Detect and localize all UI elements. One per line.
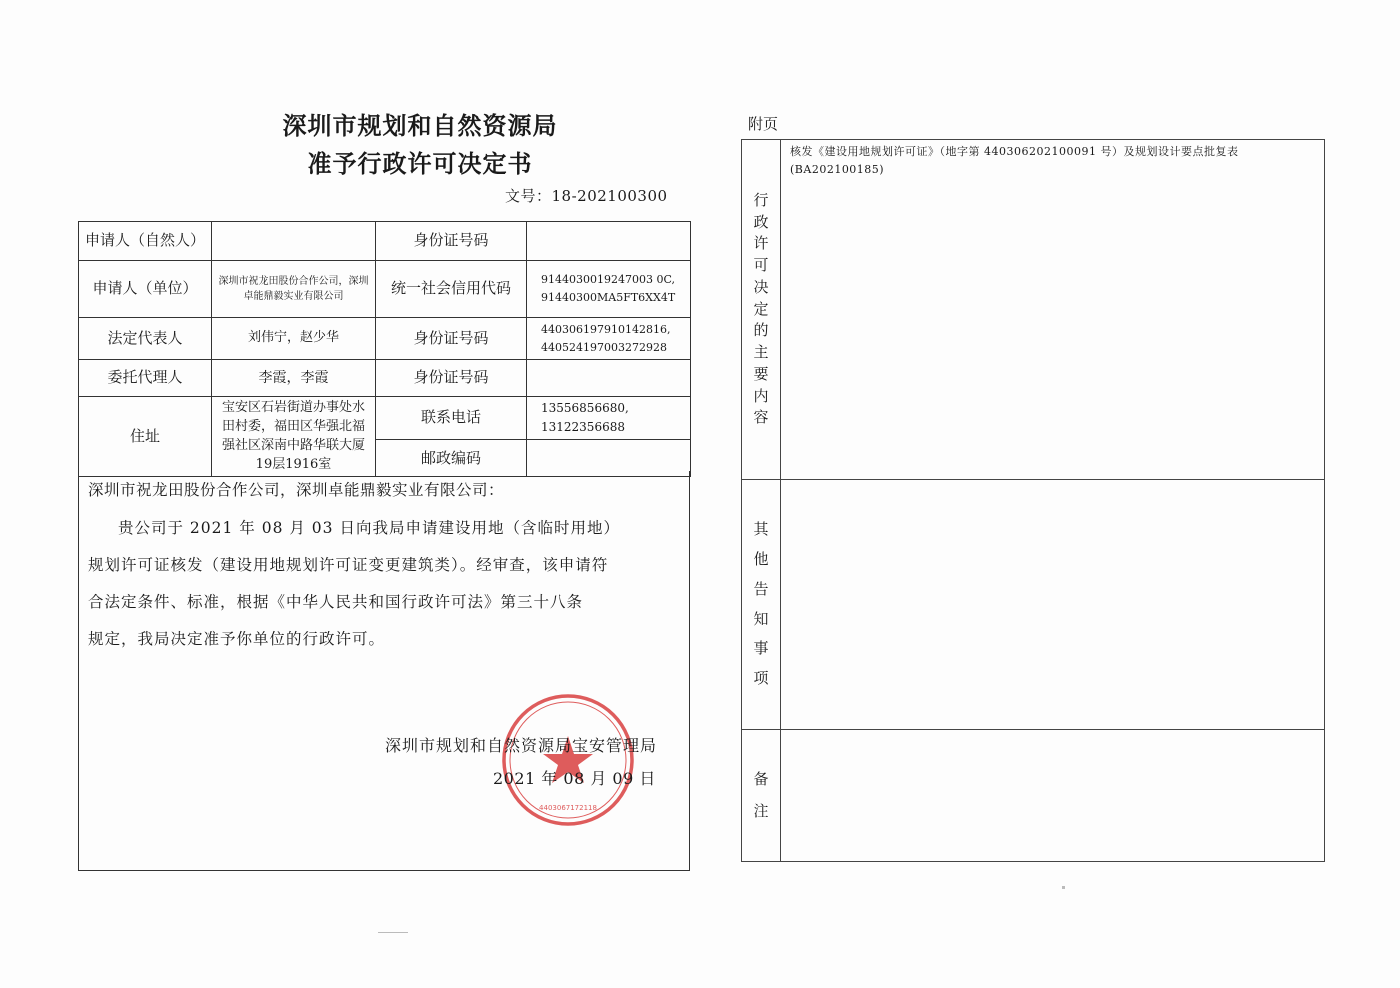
zip-label: 邮政编码 [376,440,527,477]
credit-code-2: 91440300MA5FT6XX4T [541,291,676,304]
vertical-label-char: 政 [753,212,769,231]
document-title-line1: 深圳市规划和自然资源局 [282,111,558,140]
vertical-label-char: 要 [753,364,769,383]
vertical-label-char: 行 [753,190,769,209]
credit-code-value [527,261,691,318]
svg-text:4403067172118: 4403067172118 [539,804,597,812]
address-label: 住址 [79,397,212,477]
phone-value [527,397,691,440]
id-number-label: 身份证号码 [376,222,527,261]
vertical-label-char: 的 [753,321,769,340]
table-row [742,730,1325,862]
remarks-label [742,730,781,862]
issue-date: 2021 年 08 月 09 日 [493,769,656,788]
paragraph-line-2: 规划许可证核发（建设用地规划许可证变更建筑类）。经审查，该申请符 [88,556,609,574]
credit-code-label: 统一社会信用代码 [376,261,527,318]
paragraph-line-4: 规定，我局决定准予你单位的行政许可。 [88,630,386,648]
table-row [742,140,1325,480]
vertical-label-char: 决 [753,277,769,296]
vertical-label-char: 许 [753,234,769,253]
table-row [79,261,691,318]
vertical-label-char: 内 [753,386,769,405]
scan-speck [1062,886,1065,889]
document-number: 文号：18-202100300 [505,187,668,205]
paragraph-line-3: 合法定条件、标准，根据《中华人民共和国行政许可法》第三十八条 [88,593,584,611]
phone-1: 13556856680, [541,401,629,415]
vertical-label-char: 主 [753,343,769,362]
table-row [742,480,1325,730]
vertical-label-char: 项 [753,669,769,687]
main-content-label [742,140,781,480]
scan-speck [378,932,408,933]
applicant-info-table [78,221,691,477]
vertical-label-char: 容 [753,408,769,427]
remarks-value [781,730,1325,862]
addressee: 深圳市祝龙田股份合作公司，深圳卓能鼎毅实业有限公司： [88,481,505,499]
other-notices-label [742,480,781,730]
natural-person-value [212,222,376,261]
agent-id-value [527,360,691,397]
annex-table [741,139,1325,862]
issuing-authority: 深圳市规划和自然资源局宝安管理局 [385,736,658,755]
id-number-value [527,222,691,261]
vertical-label-char: 定 [753,299,769,318]
natural-person-label: 申请人（自然人） [79,222,212,261]
other-notices-value [781,480,1325,730]
applicant-unit-value: 深圳市祝龙田股份合作公司，深圳卓能鼎毅实业有限公司 [212,261,376,318]
paragraph-line-1: 贵公司于 2021 年 08 月 03 日向我局申请建设用地（含临时用地） [118,519,620,537]
table-row [79,397,691,440]
table-row [79,360,691,397]
official-seal-stamp [498,690,638,830]
document-title-line2: 准予行政许可决定书 [307,149,533,178]
applicant-unit-label: 申请人（单位） [79,261,212,318]
legal-rep-value: 刘伟宁，赵少华 [212,318,376,360]
agent-value: 李霞，李霞 [212,360,376,397]
agent-label: 委托代理人 [79,360,212,397]
vertical-label-char: 他 [753,550,769,568]
credit-code-1: 9144030019247003 0C, [541,273,675,287]
legal-rep-id-value [527,318,691,360]
legal-rep-id-1: 440306197910142816, [541,322,671,336]
agent-id-label: 身份证号码 [376,360,527,397]
legal-rep-id-2: 440524197003272928 [541,340,667,354]
vertical-label-char: 备 [753,769,769,788]
table-row [79,222,691,261]
legal-rep-label: 法定代表人 [79,318,212,360]
vertical-label-char: 其 [753,520,769,539]
vertical-label-char: 知 [753,609,769,628]
table-row [79,318,691,360]
legal-rep-id-label: 身份证号码 [376,318,527,360]
phone-2: 13122356688 [541,420,625,435]
vertical-label-char: 可 [753,256,769,275]
vertical-label-char: 事 [753,639,769,658]
vertical-label-char: 告 [753,579,769,598]
annex-label: 附页 [748,115,779,133]
phone-label: 联系电话 [376,397,527,440]
address-value: 宝安区石岩街道办事处水田村委，福田区华强北福强社区深南中路华联大厦19层1916室 [212,397,376,477]
main-content-text: 核发《建设用地规划许可证》（地字第 440306202100091 号）及规划设计要点批复表(BA202100185) [790,145,1239,176]
vertical-label-char: 注 [753,801,769,820]
